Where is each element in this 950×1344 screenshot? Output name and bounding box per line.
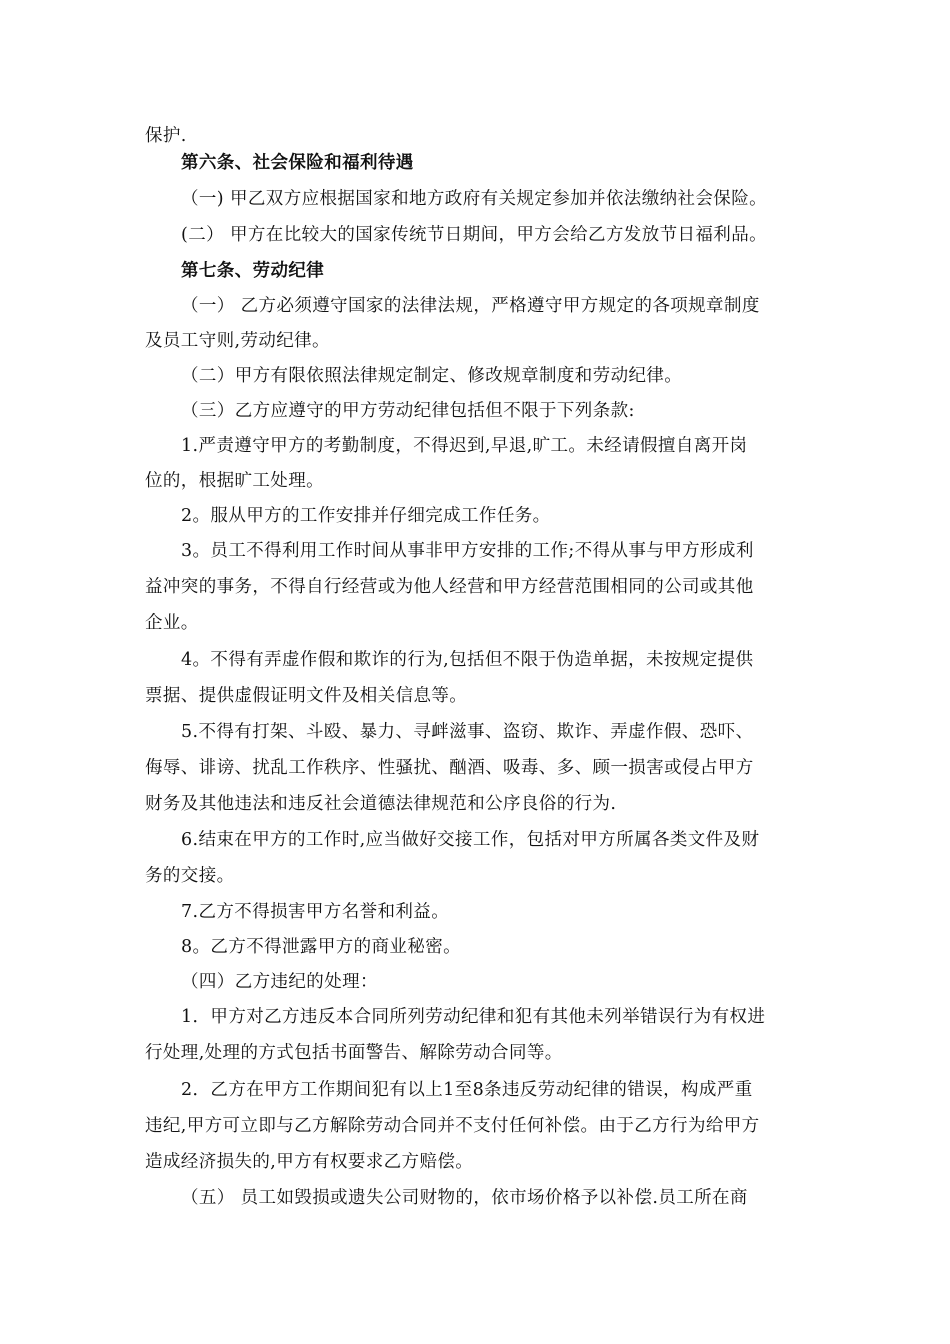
text-line: 益冲突的事务，不得自行经营或为他人经营和甲方经营范围相同的公司或其他	[145, 577, 754, 597]
text-line: 1.严责遵守甲方的考勤制度，不得迟到,早退,旷工。未经请假擅自离开岗	[181, 436, 748, 456]
section-heading-7: 第七条、劳动纪律	[181, 261, 325, 281]
text-line: （五） 员工如毁损或遗失公司财物的，依市场价格予以补偿.员工所在商	[181, 1188, 748, 1208]
text-line: 企业。	[145, 613, 199, 633]
text-line: 财务及其他违法和违反社会道德法律规范和公序良俗的行为.	[145, 794, 617, 814]
text-line: 及员工守则,劳动纪律。	[145, 331, 330, 351]
text-line: 违纪,甲方可立即与乙方解除劳动合同并不支付任何补偿。由于乙方行为给甲方	[145, 1116, 760, 1136]
section-heading-6: 第六条、社会保险和福利待遇	[181, 153, 414, 173]
text-line: 票据、提供虚假证明文件及相关信息等。	[145, 686, 468, 706]
text-line: 务的交接。	[145, 866, 235, 886]
text-line: 保护.	[145, 126, 187, 146]
text-line: 4。不得有弄虚作假和欺诈的行为,包括但不限于伪造单据，未按规定提供	[181, 650, 754, 670]
text-line: 2．乙方在甲方工作期间犯有以上1至8条违反劳动纪律的错误，构成严重	[181, 1080, 753, 1100]
text-line: 1．甲方对乙方违反本合同所列劳动纪律和犯有其他未列举错误行为有权进	[181, 1007, 766, 1027]
text-line: (二） 甲方在比较大的国家传统节日期间，甲方会给乙方发放节日福利品。	[181, 225, 767, 245]
text-line: （二）甲方有限依照法律规定制定、修改规章制度和劳动纪律。	[181, 366, 683, 386]
text-line: 5.不得有打架、斗殴、暴力、寻衅滋事、盗窃、欺诈、弄虚作假、恐吓、	[181, 722, 754, 742]
text-line: 6.结束在甲方的工作时,应当做好交接工作，包括对甲方所属各类文件及财	[181, 830, 760, 850]
text-line: 8。乙方不得泄露甲方的商业秘密。	[181, 937, 462, 957]
text-line: 2。服从甲方的工作安排并仔细完成工作任务。	[181, 506, 551, 526]
text-line: 行处理,处理的方式包括书面警告、解除劳动合同等。	[145, 1043, 563, 1063]
text-line: 3。员工不得利用工作时间从事非甲方安排的工作;不得从事与甲方形成利	[181, 541, 754, 561]
text-line: （一) 甲乙双方应根据国家和地方政府有关规定参加并依法缴纳社会保险。	[181, 189, 767, 209]
text-line: 侮辱、诽谤、扰乱工作秩序、性骚扰、酗酒、吸毒、多、顾一损害或侵占甲方	[145, 758, 754, 778]
text-line: （一） 乙方必须遵守国家的法律法规，严格遵守甲方规定的各项规章制度	[181, 296, 760, 316]
text-line: （三）乙方应遵守的甲方劳动纪律包括但不限于下列条款:	[181, 401, 635, 421]
text-line: （四）乙方违纪的处理：	[181, 972, 378, 992]
text-line: 位的，根据旷工处理。	[145, 471, 324, 491]
text-line: 7.乙方不得损害甲方名誉和利益。	[181, 902, 450, 922]
text-line: 造成经济损失的,甲方有权要求乙方赔偿。	[145, 1152, 474, 1172]
